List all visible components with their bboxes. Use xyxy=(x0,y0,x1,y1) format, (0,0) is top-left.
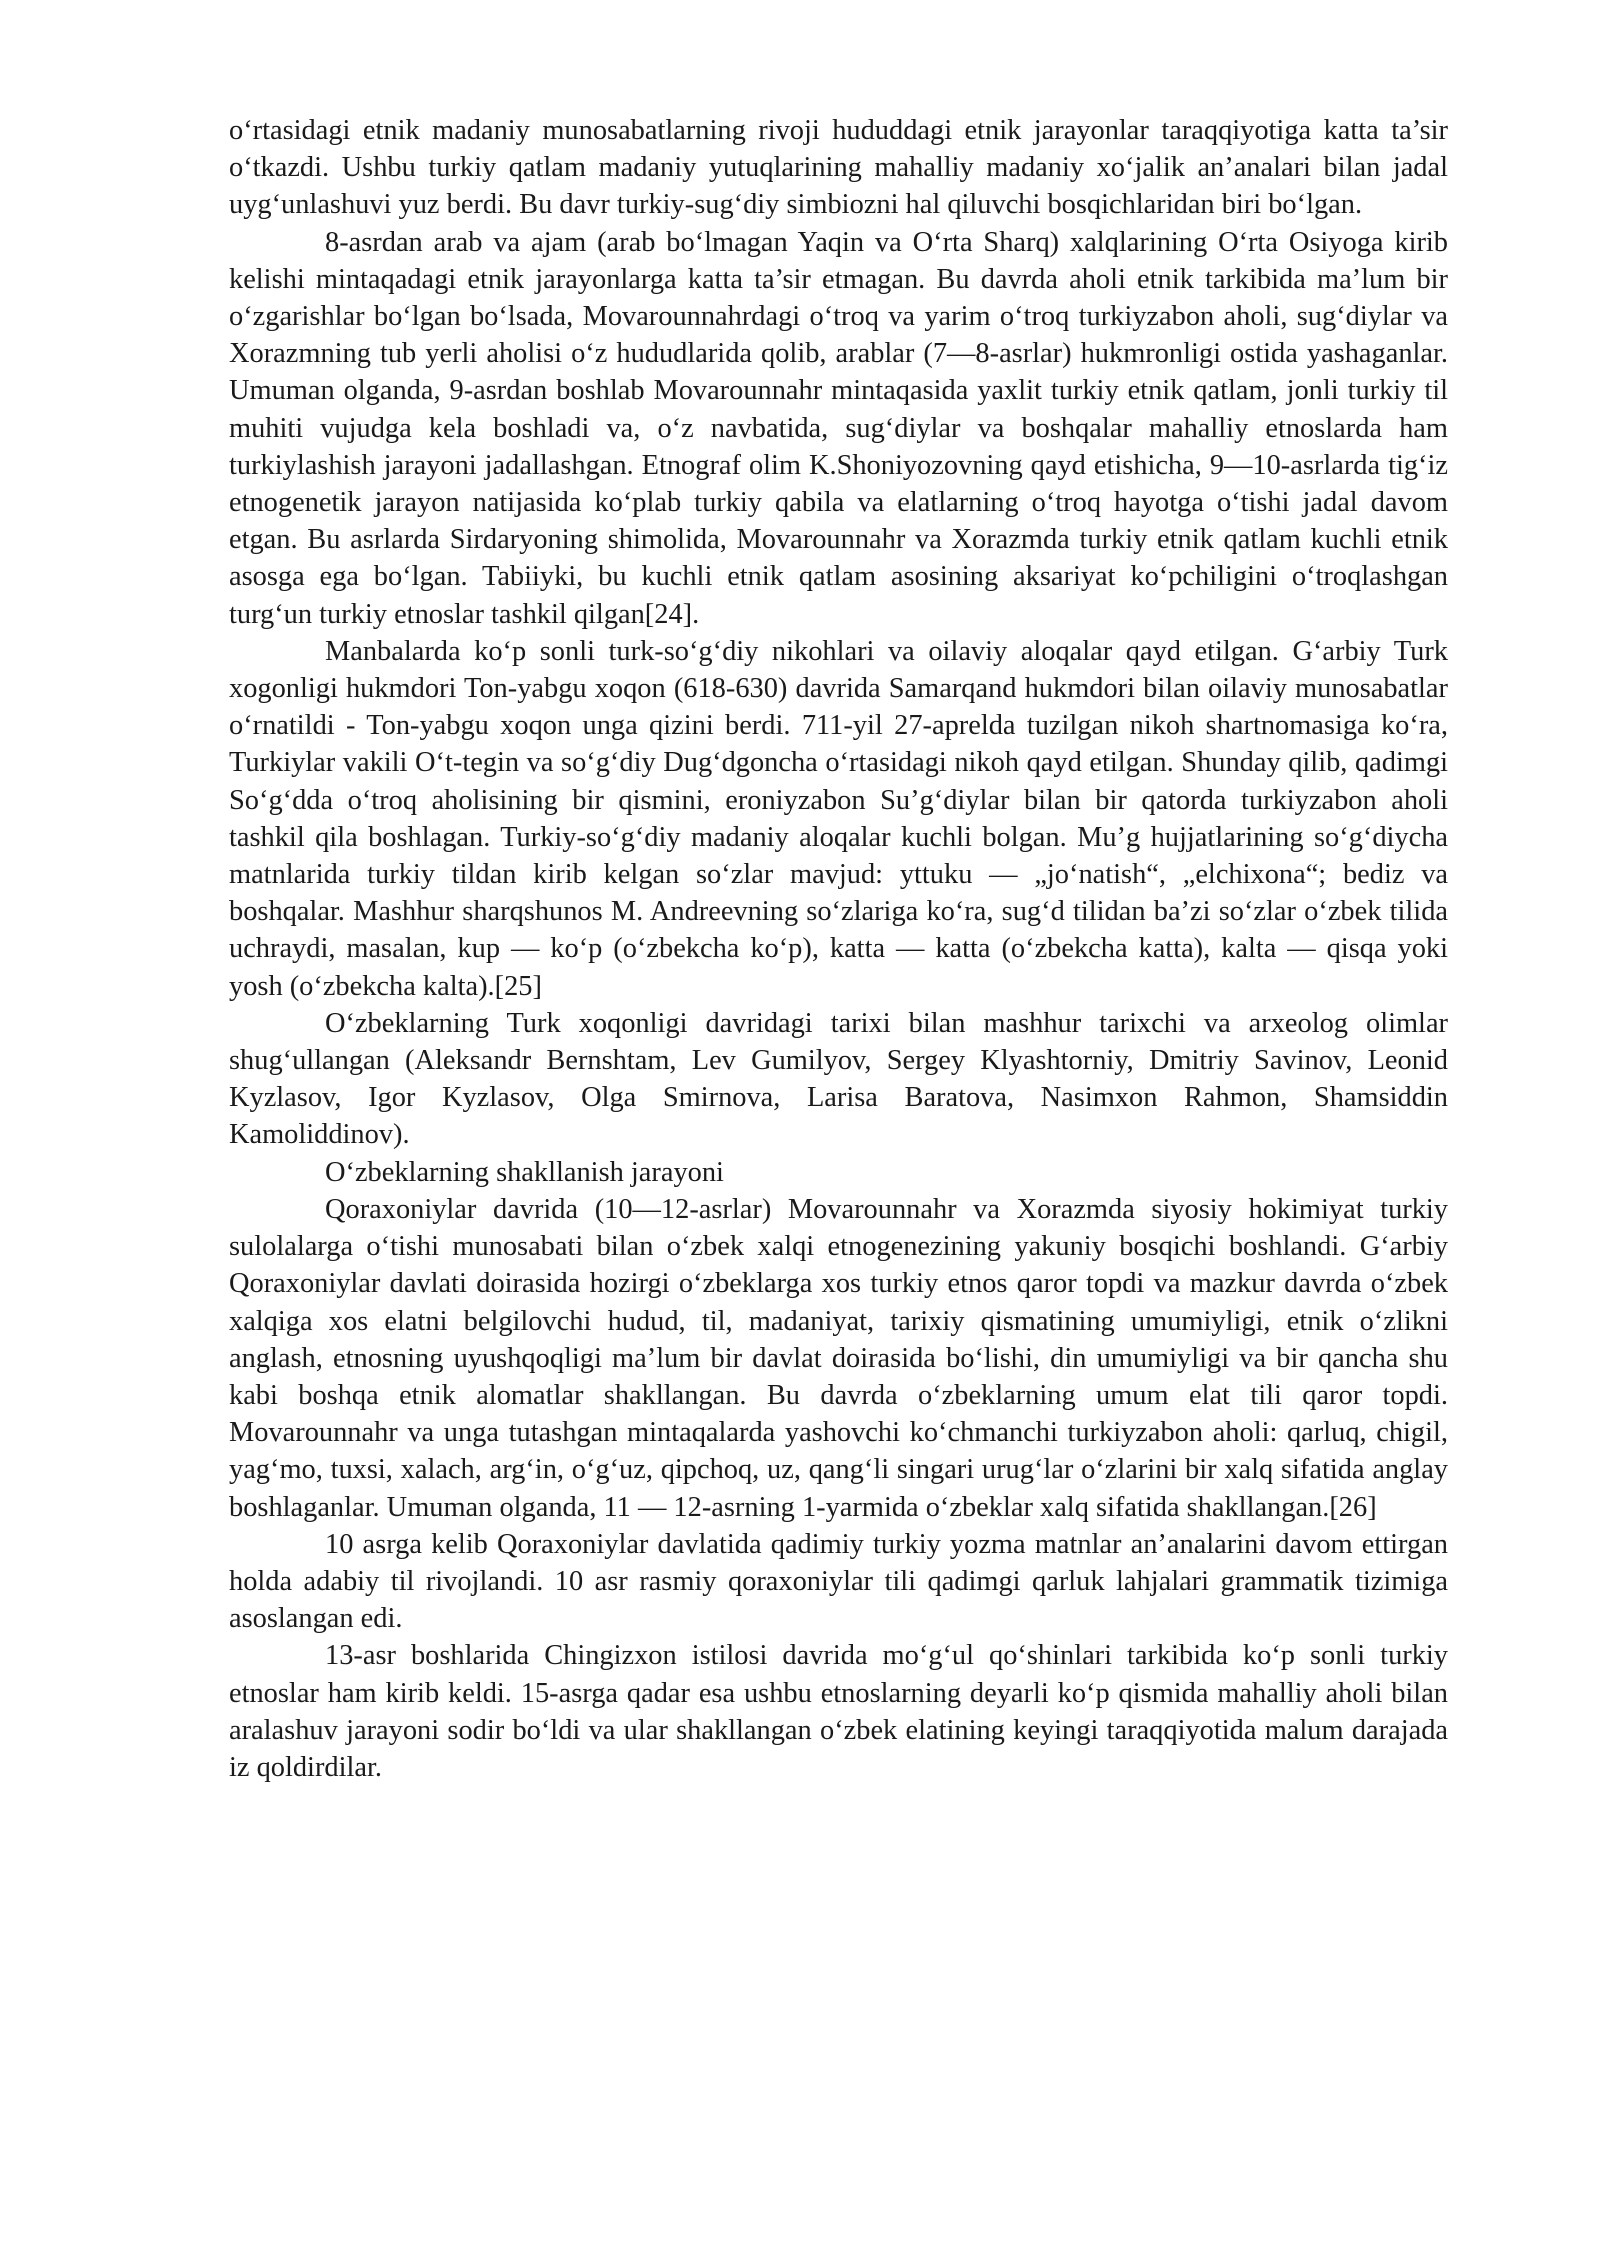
paragraph: 10 asrga kelib Qoraxoniylar davlatida qadimiy turkiy yozma matnlar an’analarini davom ettirgan holda adabiy til rivojlandi. 10 asr rasmiy qoraxoniylar tili qadimgi qarluk lahjalari grammatik tizimiga asoslangan edi. xyxy=(229,1528,1448,1635)
paragraph: Manbalarda ko‘p sonli turk-so‘g‘diy nikohlari va oilaviy aloqalar qayd etilgan. G‘arbiy Turk xogonligi hukmdori Ton-yabgu xoqon (618-630) davrida Samarqand hukmdori bilan oilaviy munosabatlar o‘rnatildi - Ton-yabgu xoqon unga qizini berdi. 711-yil 27-aprelda tuzilgan nikoh shartnomasiga ko‘ra, Turkiylar vakili O‘t-tegin va so‘g‘diy Dug‘dgoncha o‘rtasidagi nikoh qayd etilgan. Shunday qilib, qadimgi So‘g‘dda o‘troq aholisining bir qismini, eroniyzabon Su’g‘diylar bilan bir qatorda turkiyzabon aholi tashkil qila boshlagan. Turkiy-so‘g‘diy madaniy aloqalar kuchli bolgan. Mu’g hujjatlarining so‘g‘diycha matnlarida turkiy tildan kirib kelgan so‘zlar mavjud: yttuku — „jo‘natish“, „elchixona“; bediz va boshqalar. Mashhur sharqshunos M. Andreevning so‘zlariga ko‘ra, sug‘d tilidan ba’zi so‘zlar o‘zbek tilida uchraydi, masalan, kup — ko‘p (o‘zbekcha ko‘p), katta — katta (o‘zbekcha katta), kalta — qisqa yoki yosh (o‘zbekcha kalta).[25] xyxy=(229,635,1448,1002)
section-heading: O‘zbeklarning shakllanish jarayoni xyxy=(325,1156,724,1188)
paragraph-continuation: o‘rtasidagi etnik madaniy munosabatlarning rivoji hududdagi etnik jarayonlar taraqqiyotiga katta ta’sir o‘tkazdi. Ushbu turkiy qatlam madaniy yutuqlarining mahalliy madaniy xo‘jalik an’analari bilan jadal uyg‘unlashuvi yuz berdi. Bu davr turkiy-sug‘diy simbiozni hal qiluvchi bosqichlaridan biri bo‘lgan. xyxy=(229,115,1448,221)
paragraph: O‘zbeklarning Turk xoqonligi davridagi tarixi bilan mashhur tarixchi va arxeolog olimlar shug‘ullangan (Aleksandr Bernshtam, Lev Gumilyov, Sergey Klyashtorniy, Dmitriy Savinov, Leonid Kyzlasov, Igor Kyzlasov, Olga Smirnova, Larisa Baratova, Nasimxon Rahmon, Shamsiddin Kamoliddinov). xyxy=(229,1007,1448,1151)
paragraph: Qoraxoniylar davrida (10—12-asrlar) Movarounnahr va Xorazmda siyosiy hokimiyat turkiy sulolalarga o‘tishi munosabati bilan o‘zbek xalqi etnogenezining yakuniy bosqichi boshlandi. G‘arbiy Qoraxoniylar davlati doirasida hozirgi o‘zbeklarga xos turkiy etnos qaror topdi va mazkur davrda o‘zbek xalqiga xos elatni belgilovchi hudud, til, madaniyat, tarixiy qismatining umumiyligi, etnik o‘zlikni anglash, etnosning uyushqoqligi ma’lum bir davlat doirasida bo‘lishi, din umumiyligi va bir qancha shu kabi boshqa etnik alomatlar shakllangan. Bu davrda o‘zbeklarning umum elat tili qaror topdi. Movarounnahr va unga tutashgan mintaqalarda yashovchi ko‘chmanchi turkiyzabon aholi: qarluq, chigil, yag‘mo, tuxsi, xalach, arg‘in, o‘g‘uz, qipchoq, uz, qang‘li singari urug‘lar o‘zlarini bir xalq sifatida anglay boshlaganlar. Umuman olganda, 11 — 12-asrning 1-yarmida o‘zbeklar xalq sifatida shakllangan.[26] xyxy=(229,1193,1448,1523)
paragraph: 13-asr boshlarida Chingizxon istilosi davrida mo‘g‘ul qo‘shinlari tarkibida ko‘p sonli turkiy etnoslar ham kirib keldi. 15-asrga qadar esa ushbu etnoslarning deyarli ko‘p qismida mahalliy aholi bilan aralashuv jarayoni sodir bo‘ldi va ular shakllangan o‘zbek elatining keyingi taraqqiyotida malum darajada iz qoldirdilar. xyxy=(229,1640,1448,1783)
document-page xyxy=(229,112,1448,1786)
paragraph: 8-asrdan arab va ajam (arab bo‘lmagan Yaqin va O‘rta Sharq) xalqlarining O‘rta Osiyoga kirib kelishi mintaqadagi etnik jarayonlarga katta ta’sir etmagan. Bu davrda aholi etnik tarkibida ma’lum bir o‘zgarishlar bo‘lgan bo‘lsada, Movarounnahrdagi o‘troq va yarim o‘troq turkiyzabon aholi, sug‘diylar va Xorazmning tub yerli aholisi o‘z hududlarida qolib, arablar (7—8-asrlar) hukmronligi ostida yashaganlar. Umuman olganda, 9-asrdan boshlab Movarounnahr mintaqasida yaxlit turkiy etnik qatlam, jonli turkiy til muhiti vujudga kela boshladi va, o‘z navbatida, sug‘diylar va boshqalar mahalliy etnoslarda ham turkiylashish jarayoni jadallashgan. Etnograf olim K.Shoniyozovning qayd etishicha, 9—10-asrlarda tig‘iz etnogenetik jarayon natijasida ko‘plab turkiy qabila va elatlarning o‘troq hayotga o‘tishi jadal davom etgan. Bu asrlarda Sirdaryoning shimolida, Movarounnahr va Xorazmda turkiy etnik qatlam kuchli etnik asosga ega bo‘lgan. Tabiiyki, bu kuchli etnik qatlam asosining aksariyat ko‘pchiligini o‘troqlashgan turg‘un turkiy etnoslar tashkil qilgan[24]. xyxy=(229,226,1448,630)
